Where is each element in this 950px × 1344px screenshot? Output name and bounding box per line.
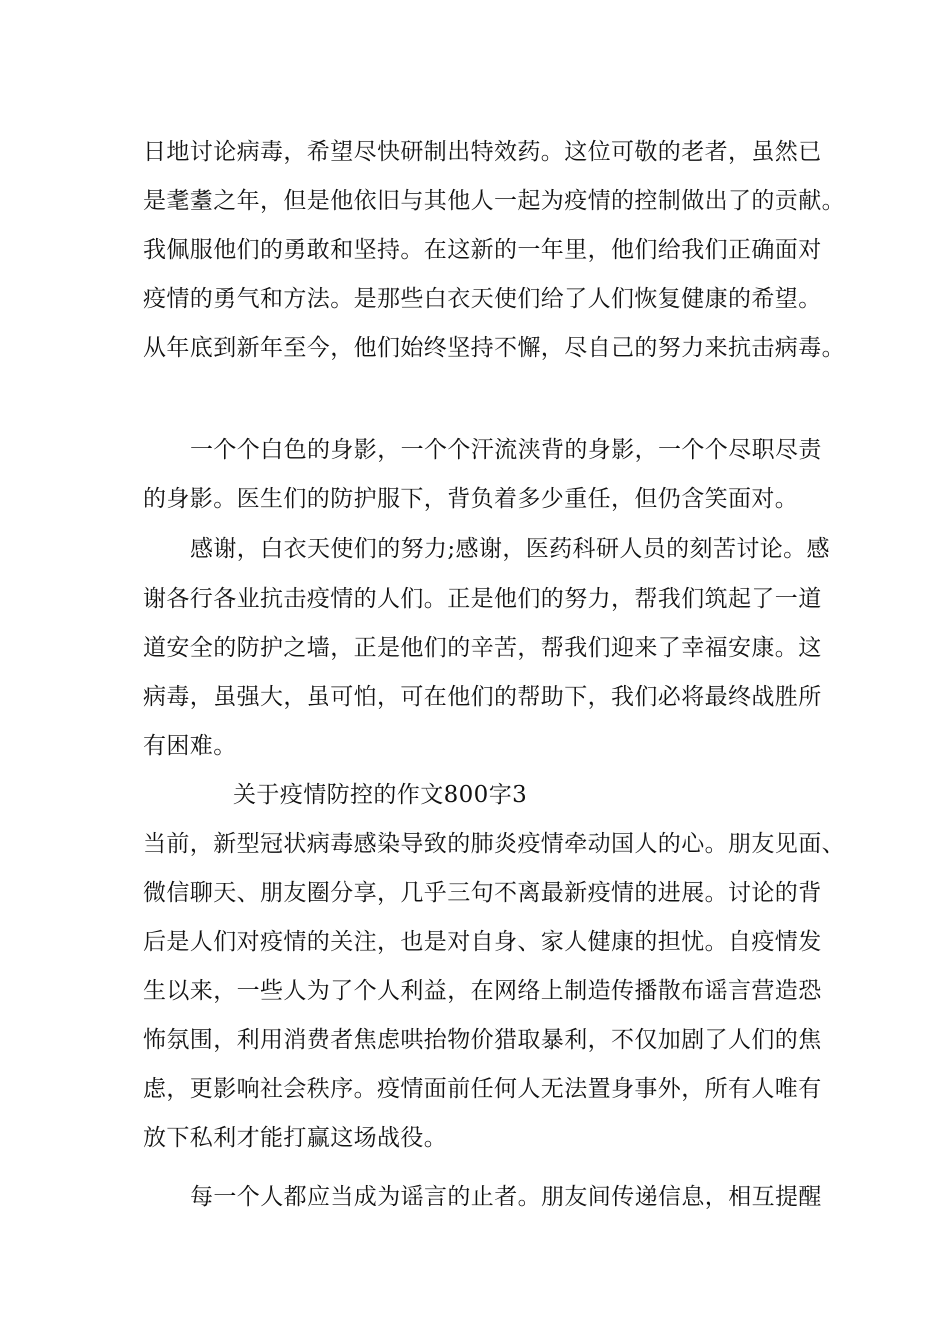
text-line: 微信聊天、朋友圈分享，几乎三句不离最新疫情的进展。讨论的背 bbox=[143, 880, 822, 906]
text-line: 谢各行各业抗击疫情的人们。正是他们的努力，帮我们筑起了一道 bbox=[143, 586, 822, 612]
text-line: 的身影。医生们的防护服下，背负着多少重任，但仍含笑面对。 bbox=[143, 486, 799, 512]
text-line: 病毒，虽强大，虽可怕，可在他们的帮助下，我们必将最终战胜所 bbox=[143, 684, 822, 710]
text-line: 虑，更影响社会秩序。疫情面前任何人无法置身事外，所有人唯有 bbox=[143, 1076, 822, 1102]
text-line: 是耄耋之年，但是他依旧与其他人一起为疫情的控制做出了的贡献。 bbox=[143, 188, 845, 214]
text-line: 后是人们对疫情的关注，也是对自身、家人健康的担忧。自疫情发 bbox=[143, 929, 822, 955]
text-line: 道安全的防护之墙，正是他们的辛苦，帮我们迎来了幸福安康。这 bbox=[143, 635, 822, 661]
section-heading: 关于疫情防控的作文800字3 bbox=[233, 782, 528, 808]
text-line: 日地讨论病毒，希望尽快研制出特效药。这位可敬的老者，虽然已 bbox=[143, 139, 822, 165]
text-line: 从年底到新年至今，他们始终坚持不懈，尽自己的努力来抗击病毒。 bbox=[143, 335, 845, 361]
text-line: 有困难。 bbox=[143, 733, 237, 759]
text-line: 我佩服他们的勇敢和坚持。在这新的一年里，他们给我们正确面对 bbox=[143, 237, 822, 263]
text-line: 放下私利才能打赢这场战役。 bbox=[143, 1125, 448, 1151]
paragraph-start-line: 感谢，白衣天使们的努力;感谢，医药科研人员的刻苦讨论。感 bbox=[190, 536, 830, 562]
text-line: 怖氛围，利用消费者焦虑哄抬物价猎取暴利，不仅加剧了人们的焦 bbox=[143, 1027, 822, 1053]
paragraph-start-line: 一个个白色的身影，一个个汗流浃背的身影，一个个尽职尽责 bbox=[190, 437, 822, 463]
text-line: 疫情的勇气和方法。是那些白衣天使们给了人们恢复健康的希望。 bbox=[143, 286, 822, 312]
paragraph-start-line: 每一个人都应当成为谣言的止者。朋友间传递信息，相互提醒 bbox=[190, 1184, 822, 1210]
text-line: 当前，新型冠状病毒感染导致的肺炎疫情牵动国人的心。朋友见面、 bbox=[143, 831, 845, 857]
text-line: 生以来，一些人为了个人利益，在网络上制造传播散布谣言营造恐 bbox=[143, 978, 822, 1004]
